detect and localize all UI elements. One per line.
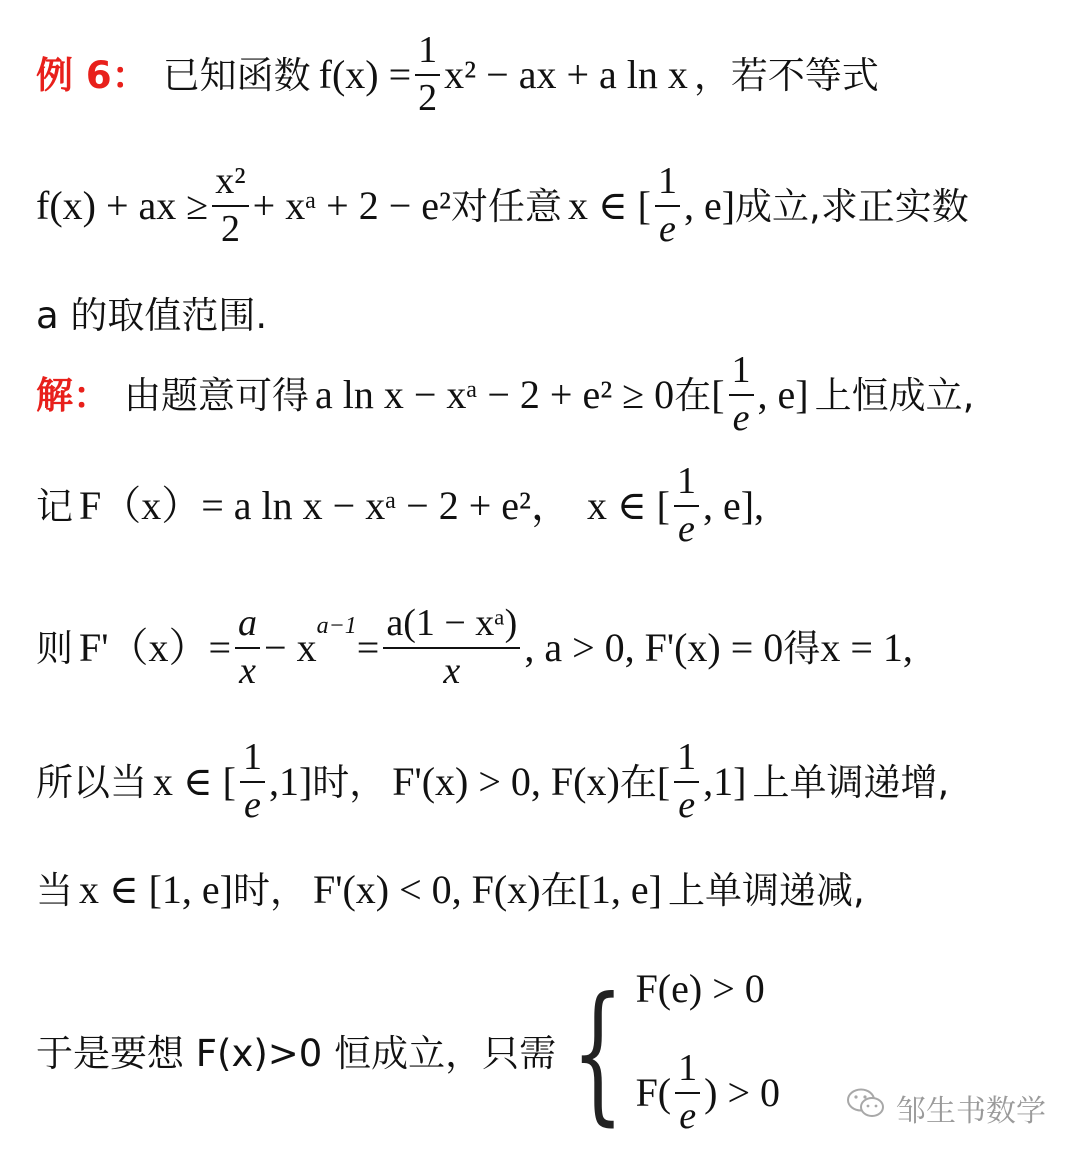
watermark [846, 1086, 1046, 1130]
fraction-numerator: x² [215, 160, 246, 203]
fraction [675, 1049, 700, 1137]
fraction-denominator: e [678, 784, 696, 826]
math-expr: x ∈ [ [587, 483, 670, 528]
fraction [383, 604, 520, 692]
solution-text: 上单调递减, [667, 868, 865, 912]
problem-text: 成立,求正实数 [735, 184, 969, 228]
problem-text: a 的取值范围. [36, 293, 268, 337]
fraction-numerator: 1 [676, 460, 696, 503]
math-expr: F'(x) > 0, F(x) [392, 759, 620, 804]
math-expr: x ∈ [ [568, 183, 651, 228]
math-expr: F（x）= a ln x − xᵃ − 2 + e²， [79, 483, 572, 528]
fraction-numerator: 1 [418, 29, 438, 72]
solution-text: 时， [312, 760, 387, 804]
solution-line-2 [36, 458, 1060, 554]
solution-text: 于是要想 F(x)>0 恒成立，只需 [36, 1031, 557, 1075]
math-expr: f(x) + ax ≥ [36, 183, 209, 228]
math-expr: , e] [683, 183, 736, 228]
fraction [235, 604, 260, 692]
math-expr: = [356, 625, 380, 670]
fraction-bar [240, 781, 265, 783]
solution-text: 上恒成立, [814, 373, 975, 417]
solution-text: 当 [36, 868, 73, 912]
fraction-denominator: x [239, 650, 256, 692]
math-expr: + xᵃ + 2 − e² [252, 183, 451, 228]
fraction-denominator: e [678, 508, 695, 550]
fraction-bar [383, 647, 520, 649]
math-expr: − x [264, 625, 317, 670]
fraction-denominator: e [732, 397, 750, 439]
math-expr: f(x) = [318, 52, 412, 97]
math-expr: , e], [702, 483, 765, 528]
math-expr: , e] [757, 372, 809, 417]
fraction [674, 462, 699, 550]
problem-line-3 [36, 290, 1060, 340]
fraction [655, 162, 680, 250]
math-expr: x = 1, [820, 625, 913, 670]
fraction-bar [675, 1092, 700, 1094]
fraction-denominator: e [244, 784, 261, 826]
fraction-denominator: x [443, 650, 461, 692]
fraction-bar [674, 505, 699, 507]
problem-text: 已知函数 [162, 53, 311, 97]
fraction-numerator: a [238, 602, 258, 645]
solution-text: 所以当 [36, 760, 147, 804]
fraction-bar [235, 647, 260, 649]
condition-row-1: F(e) > 0 [635, 966, 765, 1012]
fraction-numerator: 1 [731, 349, 751, 392]
math-expr: , a > 0, F'(x) = 0 [524, 625, 784, 670]
math-expr: ,1] [268, 759, 313, 804]
fraction [212, 162, 248, 250]
fraction [240, 738, 265, 826]
solution-text: 记 [36, 484, 73, 528]
condition-row-2 [636, 1049, 780, 1137]
fraction-bar [655, 205, 680, 207]
wechat-icon [846, 1087, 886, 1129]
example-label: 例 6： [36, 53, 149, 97]
math-expr: F'(x) < 0, F(x) [313, 867, 541, 912]
fraction-numerator: 1 [678, 1047, 698, 1090]
math-expr: [1, e] [577, 867, 662, 912]
problem-text: 对任意 [451, 184, 562, 228]
math-expr: x ∈ [1, e] [79, 867, 234, 912]
fraction-denominator: e [679, 1095, 697, 1137]
solution-text: 在 [619, 760, 657, 804]
fraction-numerator: a(1 − xᵃ) [386, 602, 518, 645]
math-expr: ) > 0 [704, 1070, 781, 1115]
math-expr: x² − ax + a ln x [444, 52, 688, 97]
solution-text: 则 [36, 626, 73, 670]
fraction-bar [674, 781, 699, 783]
solution-line-5 [36, 862, 1060, 918]
problem-text: ，若不等式 [693, 53, 879, 97]
fraction-numerator: 1 [677, 736, 697, 779]
condition-system [635, 966, 781, 1137]
fraction [729, 351, 754, 439]
watermark-text: 邹生书数学 [896, 1094, 1046, 1129]
problem-line-1 [36, 30, 1060, 120]
math-expr: a ln x − xᵃ − 2 + e² ≥ 0 [315, 372, 675, 417]
left-brace: { [571, 966, 625, 1140]
math-expr: ,1] [703, 759, 747, 804]
solution-label: 解： [36, 373, 110, 417]
fraction [415, 31, 440, 119]
fraction-denominator: 2 [220, 208, 240, 250]
fraction-denominator: 2 [418, 77, 438, 119]
fraction-bar [212, 205, 248, 207]
fraction-numerator: 1 [657, 160, 677, 203]
math-expr: x ∈ [ [153, 759, 236, 804]
solution-text: 时， [233, 868, 308, 912]
fraction-bar [729, 394, 754, 396]
fraction-bar [415, 74, 440, 76]
solution-text: 在 [674, 373, 712, 417]
math-expr: [ [711, 372, 725, 417]
fraction-denominator: e [659, 208, 676, 250]
solution-text: 得 [783, 626, 821, 670]
math-expr: F( [635, 1070, 672, 1115]
math-exponent: a−1 [316, 613, 357, 639]
math-expr: F'（x）= [79, 625, 232, 670]
problem-line-2 [36, 158, 1060, 254]
solution-line-1 [36, 350, 1060, 440]
solution-text: 由题意可得 [124, 373, 309, 417]
fraction [674, 738, 699, 826]
solution-text: 在 [540, 868, 578, 912]
math-expr: [ [656, 759, 671, 804]
solution-line-4 [36, 734, 1060, 830]
solution-line-3 [36, 600, 1060, 696]
fraction-numerator: 1 [242, 736, 262, 779]
solution-text: 上单调递增, [752, 760, 950, 804]
